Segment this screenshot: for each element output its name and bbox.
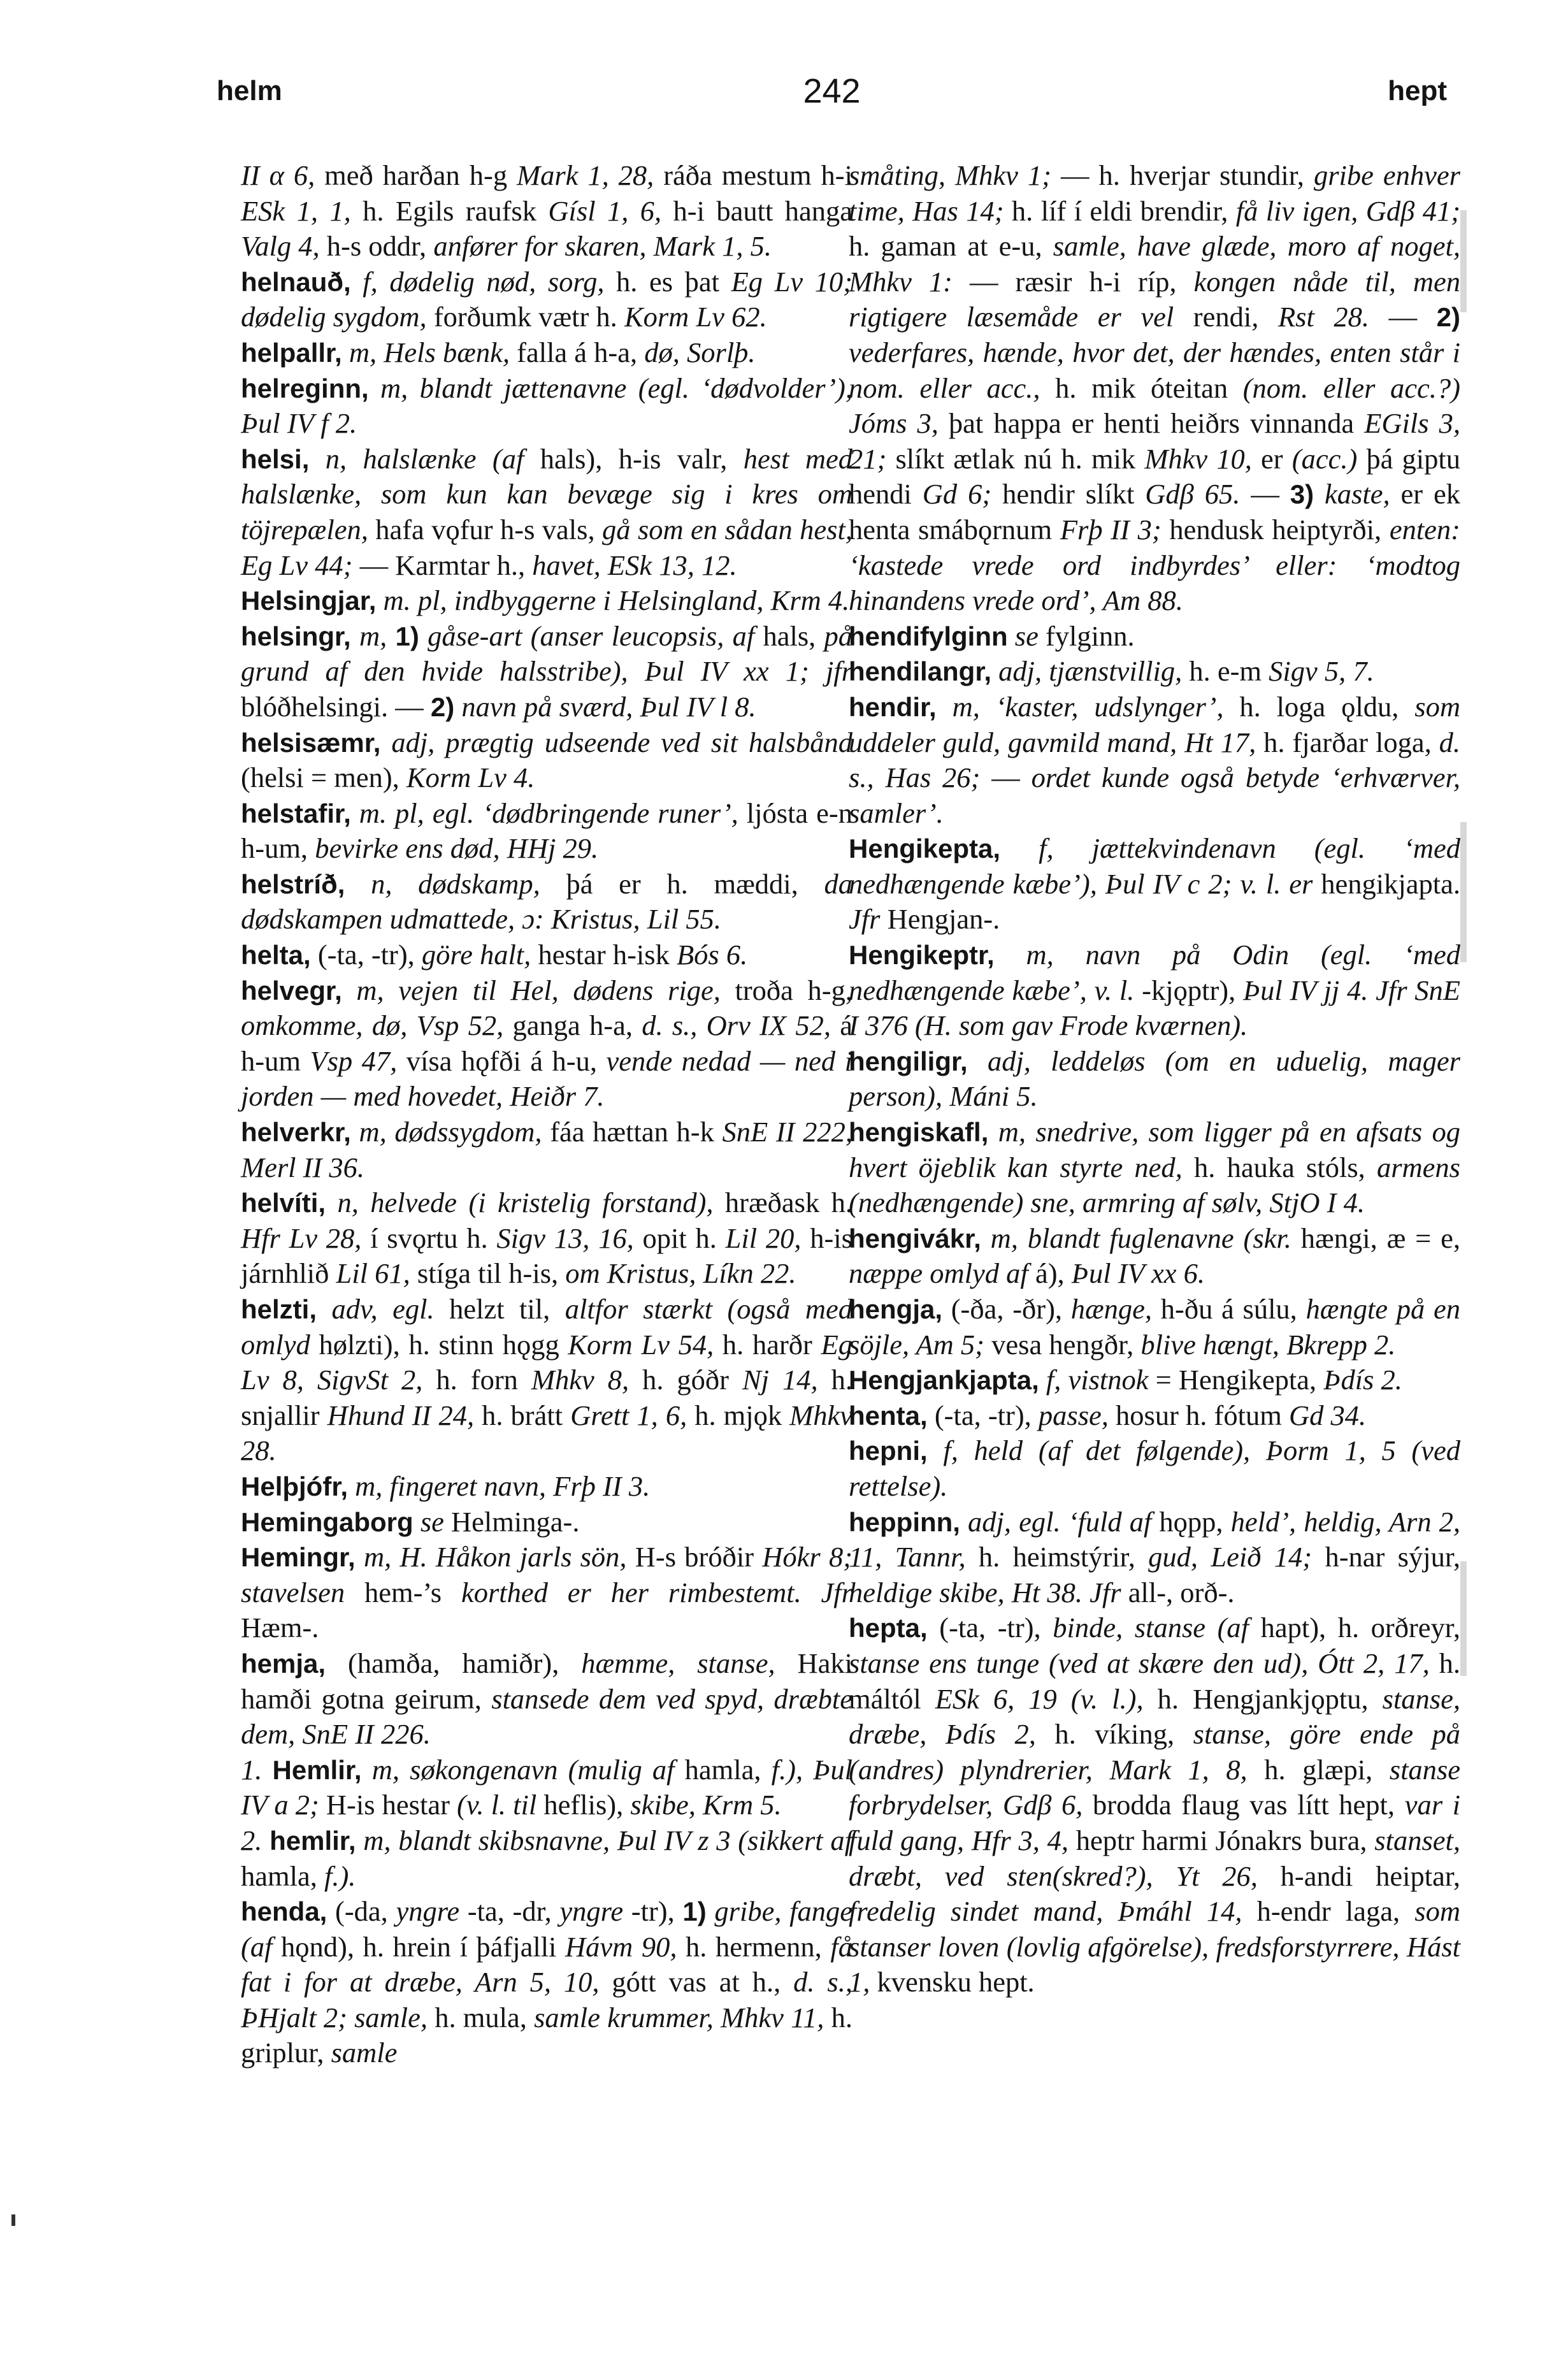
dictionary-entry: II α 6, með harðan h-g Mark 1, 28, ráða mestum h-i ESk 1, 1, h. Egils raufsk Gísl 1, 6, h-i bautt hanga Valg 4, h-s oddr, anfører for skaren, Mark 1, 5.: [241, 159, 852, 263]
dictionary-entry: helnauð, f, dødelig nød, sorg, h. es þat Eg Lv 10; dødelig sygdom, forðumk vætr h. Korm Lv 62.: [241, 265, 852, 333]
dictionary-entry: 1. Hemlir, m, søkongenavn (mulig af hamla, f.), Þul IV a 2; H-is hestar (v. l. til heflis), skibe, Krm 5.: [241, 1753, 853, 1821]
dictionary-entry: Hengikeptr, m, navn på Odin (egl. ‘med nedhængende kæbe’, v. l. -kjǫptr), Þul IV jj 4. Jfr SnE I 376 (H. som gav Frode kværnen).: [849, 939, 1461, 1042]
dictionary-entry: helstríð, n, dødskamp, þá er h. mæddi, da dødskampen udmattede, ɔ: Kristus, Lil 55.: [241, 867, 852, 935]
dictionary-entry: hemja, (hamða, hamiðr), hæmme, stanse, Haki hamði gotna geirum, stansede dem ved spyd, dræbte dem, SnE II 226.: [241, 1647, 853, 1751]
dictionary-entry: Hemingr, m, H. Håkon jarls sön, H-s bróðir Hókr 8; stavelsen hem-’s korthed er her rimbestemt. Jfr Hæm-.: [241, 1541, 853, 1644]
dictionary-entry: småting, Mhkv 1; — h. hverjar stundir, gribe enhver time, Has 14; h. líf í eldi brendir, få liv igen, Gdβ 41; h. gaman at e-u, samle, have glæde, moro af noget, Mhkv 1: — ræsir h-i ríp, kongen nåde til, men rigtigere læsemåde er vel rendi, Rst 28. — 2) vederfares, hænde, hvor det, der hændes, enten står i nom. eller acc., h. mik óteitan (nom. eller acc.?) Jóms 3, þat happa er henti heiðrs vinnanda EGils 3, 21; slíkt ætlak nú h. mik Mhkv 10, er (acc.) þá giptu hendi Gd 6; hendir slíkt Gdβ 65. — 3) kaste, er ek henta smábǫrnum Frþ II 3; hendusk heiptyrði, enten: ‘kastede vrede ord indbyrdes’ eller: ‘modtog hinandens vrede ord’, Am 88.: [849, 159, 1461, 617]
right-column: [849, 158, 1460, 2000]
dictionary-entry: hengja, (-ða, -ðr), hænge, h-ðu á súlu, hængte på en söjle, Am 5; vesa hengðr, blive hængt, Bkrepp 2.: [849, 1293, 1460, 1361]
dictionary-entry: helta, (-ta, -tr), göre halt, hestar h-isk Bós 6.: [241, 939, 748, 971]
dictionary-entry: hepni, f, held (af det følgende), Þorm 1, 5 (ved rettelse).: [849, 1434, 1460, 1502]
left-running-headword: helm: [217, 75, 282, 106]
margin-shadow: [1460, 822, 1467, 962]
dictionary-entry: hengiligr, adj, leddeløs (om en uduelig, mager person), Máni 5.: [849, 1044, 1460, 1113]
margin-shadow: [1460, 210, 1467, 312]
dictionary-entry: hengiskafl, m, snedrive, som ligger på en afsats og hvert öjeblik kan styrte ned, h. hauka stóls, armens (nedhængende) sne, armring af sølv, StjO I 4.: [849, 1116, 1460, 1219]
dictionary-entry: helsisæmr, adj, prægtig udseende ved sit halsbånd (helsi = men), Korm Lv 4.: [241, 726, 853, 794]
dictionary-entry: Helþjófr, m, fingeret navn, Frþ II 3.: [241, 1469, 651, 1502]
dictionary-entry: helsingr, m, 1) gåse-art (anser leucopsis, af hals, på grund af den hvide halsstribe), Þul IV xx 1; jfr blóðhelsingi. — 2) navn på sværd, Þul IV l 8.: [241, 619, 853, 723]
dictionary-entry: henda, (-da, yngre -ta, -dr, yngre -tr), 1) gribe, fange (af hǫnd), h. hrein í þáfjalli Hávm 90, h. hermenn, få fat i for at dræbe, Arn 5, 10, gótt vas at h., d. s., ÞHjalt 2; samle, h. mula, samle krummer, Mhkv 11, h. griplur, samle: [241, 1895, 852, 2069]
dictionary-entry: helstafir, m. pl, egl. ‘dødbringende runer’, ljósta e-n h-um, bevirke ens død, HHj 29.: [241, 797, 853, 865]
dictionary-entry: heppinn, adj, egl. ‘fuld af hǫpp, held’, heldig, Arn 2, 11, Tannr, h. heimstýrir, gud, Leið 14; h-nar sýjur, heldige skibe, Ht 38. Jfr all-, orð-.: [849, 1505, 1461, 1608]
dictionary-entry: hendilangr, adj, tjænstvillig, h. e-m Sigv 5, 7.: [849, 655, 1374, 688]
left-column: [241, 158, 852, 2071]
dictionary-entry: henta, (-ta, -tr), passe, hosur h. fótum Gd 34.: [849, 1399, 1367, 1431]
dictionary-entry: helvíti, n, helvede (i kristelig forstand), hræðask h. Hfr Lv 28, í svǫrtu h. Sigv 13, 16, opit h. Lil 20, h-is járnhlið Lil 61, stíga til h-is, om Kristus, Líkn 22.: [241, 1187, 853, 1290]
margin-shadow: [1460, 1561, 1467, 1676]
dictionary-entry: Helsingjar, m. pl, indbyggerne i Helsingland, Krm 4.: [241, 584, 850, 617]
dictionary-entry: helpallr, m, Hels bænk, falla á h-a, dø, Sorlþ.: [241, 336, 756, 368]
dictionary-entry: helverkr, m, dødssygdom, fáa hættan h-k SnE II 222, Merl II 36.: [241, 1116, 852, 1183]
dictionary-entry: hendir, m, ‘kaster, udslynger’, h. loga ǫldu, som uddeler guld, gavmild mand, Ht 17, h. fjarðar loga, d. s., Has 26; — ordet kunde også betyde ‘erhværver, samler’.: [849, 690, 1461, 829]
dictionary-entry: Hengikepta, f, jættekvindenavn (egl. ‘med nedhængende kæbe’), Þul IV c 2; v. l. er hengikjapta. Jfr Hengjan-.: [849, 832, 1460, 935]
page-header: [217, 72, 1447, 133]
dictionary-entry: helreginn, m, blandt jættenavne (egl. ‘dødvolder’), Þul IV f 2.: [241, 372, 852, 440]
page-number: 242: [803, 72, 861, 110]
dictionary-entry: helvegr, m, vejen til Hel, dødens rige, troða h-g, omkomme, dø, Vsp 52, ganga h-a, d. s., Orv IX 52, á h-um Vsp 47, vísa hǫfði á h-u, vende nedad — ned i jorden — med hovedet, Heiðr 7.: [241, 974, 853, 1113]
dictionary-entry: hendifylginn se fylginn.: [849, 619, 1135, 652]
dictionary-entry: hengivákr, m, blandt fuglenavne (skr. hængi, æ = e, næppe omlyd af á), Þul IV xx 6.: [849, 1222, 1461, 1290]
dictionary-entry: hepta, (-ta, -tr), binde, stanse (af hapt), h. orðreyr, stanse ens tunge (ved at skære den ud), Ótt 2, 17, h. máltól ESk 6, 19 (v. l.), h. Hengjankjǫptu, stanse, dræbe, Þdís 2, h. víking, stanse, göre ende på (andres) plyndrerier, Mark 1, 8, h. glæpi, stanse forbrydelser, Gdβ 6, brodda flaug vas lítt hept, var i fuld gang, Hfr 3, 4, heptr harmi Jónakrs bura, stanset, dræbt, ved sten(skred?), Yt 26, h-andi heiptar, fredelig sindet mand, Þmáhl 14, h-endr laga, som stanser loven (lovlig afgörelse), fredsforstyrrere, Hást 1, kvensku hept.: [849, 1612, 1461, 1998]
dictionary-entry: Hengjankjapta, f, vistnok = Hengikepta, Þdís 2.: [849, 1364, 1402, 1396]
dictionary-entry: Hemingaborg se Helminga-.: [241, 1505, 580, 1538]
dictionary-entry: helzti, adv, egl. helzt til, altfor stærkt (også med omlyd hølzti), h. stinn hǫgg Korm Lv 54, h. harðr Eg Lv 8, SigvSt 2, h. forn Mhkv 8, h. góðr Nj 14, h. snjallir Hhund II 24, h. brátt Grett 1, 6, h. mjǫk Mhkv 28.: [241, 1293, 853, 1467]
dictionary-entry: helsi, n, halslænke (af hals), h-is valr, hest med halslænke, som kun kan bevæge sig i kres om töjrepælen, hafa vǫfur h-s vals, gå som en sådan hest, Eg Lv 44; — Karmtar h., havet, ESk 13, 12.: [241, 442, 853, 581]
dictionary-entry: 2. hemlir, m, blandt skibsnavne, Þul IV z 3 (sikkert af hamla, f.).: [241, 1824, 853, 1892]
margin-mark: [11, 2214, 15, 2226]
right-running-headword: hept: [1388, 75, 1447, 106]
